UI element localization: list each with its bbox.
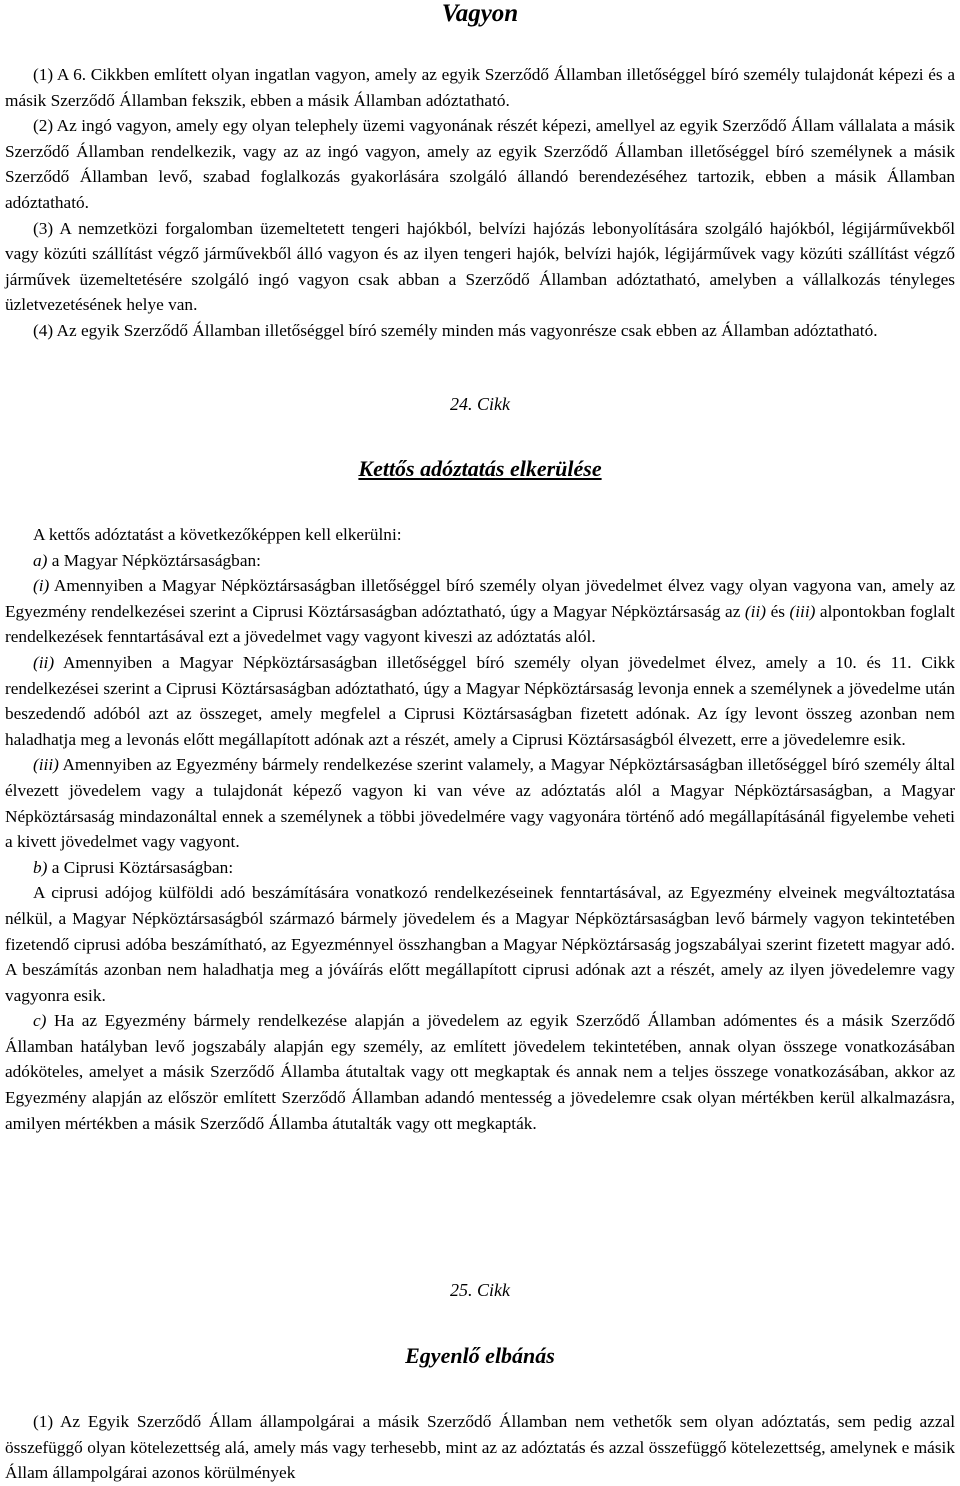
article-25-number: 25. Cikk [450,1280,510,1300]
point-a-label: a) [33,550,48,570]
article-25-body [5,1409,955,1486]
article-24-point-c [5,1008,955,1136]
vagyon-paragraph-4: (4) Az egyik Szerződő Államban illetőséggel bíró személy minden más vagyonrésze csak ebben az Államban adóztatható. [33,320,878,340]
article-24-body [5,522,955,1136]
point-i-label: (i) [33,576,50,596]
point-i-ref-iii: (iii) [789,601,816,621]
vagyon-paragraph-3: (3) A nemzetközi forgalomban üzemeltetett tengeri hajókból, belvízi hajózás lebonyolítására szolgáló hajókból, légijárművekből vagy közúti szállítást végző járművekből álló vagyon és az ilyen tengeri hajók, belvízi hajók, légijárművek vagy közúti szállítást végző járművek üzemeltetésére szolgáló ingó vagyon csak abban a Szerződő Államban adóztatható, amelyben a vállalkozás tényleges üzletvezetésének helye van. [5,218,955,315]
article-24-intro: A kettős adóztatást a következőképpen kell elkerülni: [33,525,402,544]
article-25-paragraph-1: (1) Az Egyik Szerződő Állam állampolgárai a másik Szerződő Államban nem vethetők sem olyan adóztatás, sem pedig azzal összefüggő olyan kötelezettség alá, amely más vagy terhesebb, mint az az adóztatás és azzal összefüggő kötelezettség, amelynek e másik Állam állampolgárai azonos körülmények [5,1412,955,1483]
article-25-title: Egyenlő elbánás [405,1343,555,1368]
article-24-point-b [5,855,955,881]
article-24-point-i [5,573,955,650]
article-24-number: 24. Cikk [450,394,510,414]
point-c-text: Ha az Egyezmény bármely rendelkezése alapján a jövedelem az egyik Szerződő Államban adómentes és a másik Szerződő Államban hatályban levő jogszabály alapján egy személy, az említett jövedelem tekintetében, annak olyan összege vonatkozásában adóköteles, amelyet a másik Szerződő Államba átutaltak vagy ott megkaptak és annak nem a teljes összege vonatkozásában, akkor az Egyezmény alapján az először említett Szerződő Államban adandó mentesség a jövedelemre csak olyan mértékben kerül alkalmazásra, amilyen mértékben a másik Szerződő Államba átutalták vagy ott megkapták. [5,1011,955,1133]
vagyon-section [5,62,955,344]
point-ii-text: Amennyiben a Magyar Népköztársaságban illetőséggel bíró személy olyan jövedelmet élvez, amely a 10. és 11. Cikk rendelkezései szerint a Ciprusi Köztársaságban adóztatható, úgy a Magyar Népköztársaság levonja ennek a személynek a jövedelme után beszedendő adóból azt az összeget, amely megfelel a Ciprusi Köztársaságban fizetett adónak. Az így levont összeg azonban nem haladhatja meg a levonás előtt megállapított adónak azt a részét, amely a Ciprusi Köztársaságból élvezett, erre a jövedelemre esik. [5,652,955,749]
article-24-point-b-paragraph: A ciprusi adójog külföldi adó beszámítására vonatkozó rendelkezéseinek fenntartásával, az Egyezmény elveinek megváltoztatása nélkül, a Magyar Népköztársaságból származó bármely jövedelem és a Magyar Népköztársaságban levő bármely vagyon tekintetében fizetendő ciprusi adóba beszámítható, az Egyezménnyel összhangban a Magyar Népköztársaság jogszabályai szerint fizetett magyar adó. A beszámítás azonban nem haladhatja meg a jóváírás előtt megállapított ciprusi adónak azt a részét, amely az ilyen jövedelemre vagy vagyonra esik. [5,883,955,1005]
point-i-ref-ii: (ii) [744,601,767,621]
article-24-point-iii [5,752,955,854]
article-24-point-a [5,548,955,574]
point-iii-label: (iii) [33,755,59,775]
section-title: Vagyon [441,0,519,27]
point-ii-label: (ii) [33,652,55,672]
article-24-point-ii [5,650,955,752]
article-24-title: Kettős adóztatás elkerülése [358,456,602,481]
point-a-text: a Magyar Népköztársaságban: [47,550,261,570]
point-b-label: b) [33,857,48,877]
point-iii-text: Amennyiben az Egyezmény bármely rendelkezése szerint valamely, a Magyar Népköztársaságban illetőséggel bíró személy által élvezett jövedelem vagy a tulajdonát képező vagyon ki van véve az adóztatás alól a Magyar Népköztársaságban, a Magyar Népköztársaság mindazonáltal ennek a személynek a többi jövedelmére vagy vagyonára történő adó megállapításánál figyelembe veheti a kivett jövedelmet vagy vagyont. [5,755,955,852]
point-b-text: a Ciprusi Köztársaságban: [47,857,234,877]
point-c-label: c) [33,1011,47,1031]
point-i-text: Amennyiben a Magyar Népköztársaságban illetőséggel bíró személy olyan jövedelmet élvez vagy olyan vagyona van, amely az Egyezmény rendelkezései szerint a Ciprusi Köztársaságban adóztatható, úgy a Magyar Népköztársaság az [5,576,955,621]
vagyon-paragraph-1: (1) A 6. Cikkben említett olyan ingatlan vagyon, amely az egyik Szerződő Államban illetőséggel bíró személy tulajdonát képezi és a másik Szerződő Államban fekszik, ebben a másik Államban adóztatható. [5,65,955,110]
point-i-mid: és [766,601,790,621]
vagyon-paragraph-2: (2) Az ingó vagyon, amely egy olyan telephely üzemi vagyonának részét képezi, amellyel az egyik Szerződő Állam vállalata a másik Szerződő Államban rendelkezik, vagy az az ingó vagyon, amely az egyik Szerződő Államban illetőséggel bíró személynek a másik Szerződő Államban levő, szabad foglalkozás gyakorlására szolgáló állandó berendezéséhez tartozik, ebben a másik Államban adóztatható. [5,116,955,212]
point-i-end: alpontokban foglalt rendelkezések fenntartásával ezt a jövedelmet vagy vagyont kiveszi az adóztatás alól. [5,601,955,647]
